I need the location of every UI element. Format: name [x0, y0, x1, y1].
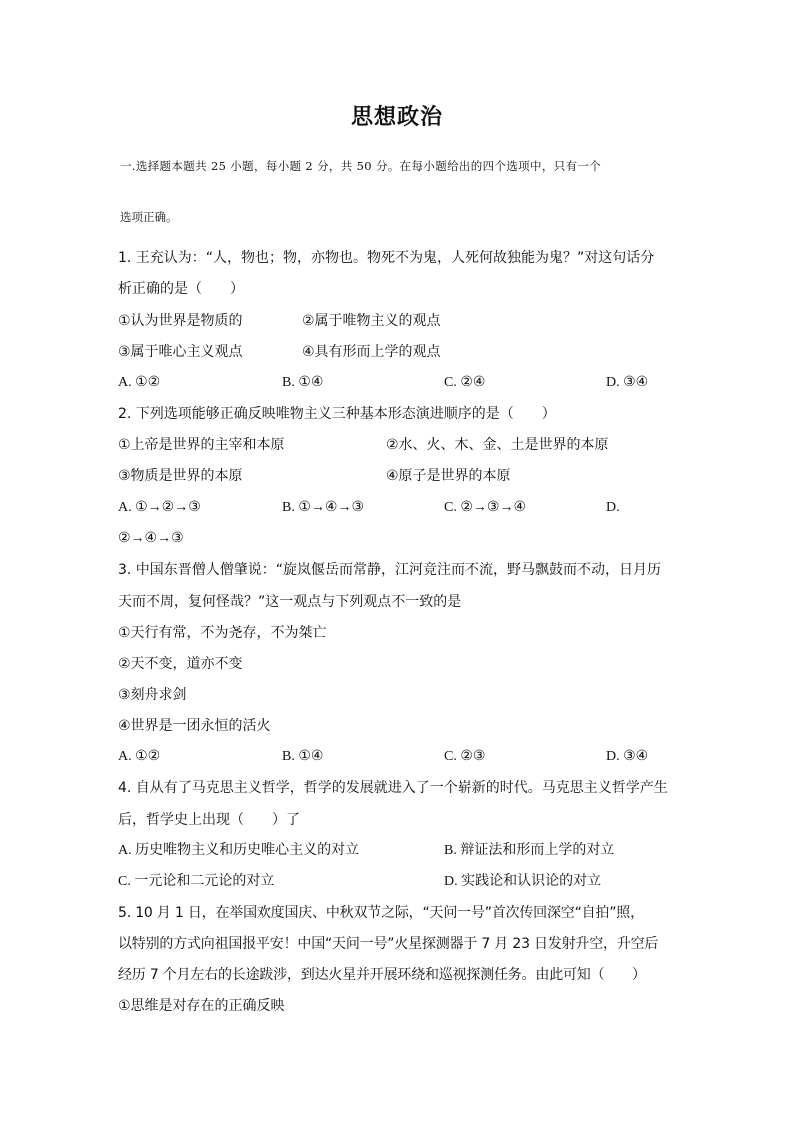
question-1-stem: 1. 王充认为：“人，物也；物，亦物也。物死不为鬼，人死何故独能为鬼？”对这句话分 [118, 250, 655, 266]
question-1-option-c[interactable]: C. ②④ [444, 375, 486, 390]
question-5-statement: ①思维是对存在的正确反映 [118, 998, 285, 1014]
question-1-option-a[interactable]: A. ①② [118, 375, 161, 390]
question-3-stem-cont: 天而不周，复何怪哉？”这一观点与下列观点不一致的是 [118, 594, 462, 610]
question-2-option-c[interactable]: C. ②→③→④ [444, 500, 526, 515]
section-instruction-cont: 选项正确。 [120, 210, 178, 224]
question-1-option-d[interactable]: D. ③④ [606, 375, 649, 390]
question-4-stem: 4. 自从有了马克思主义哲学，哲学的发展就进入了一个崭新的时代。马克思主义哲学产生 [118, 780, 668, 796]
question-3-statement: ①天行有常，不为尧存，不为桀亡 [118, 625, 327, 641]
question-3-statement: ③刻舟求剑 [118, 687, 187, 703]
question-1-option-b[interactable]: B. ①④ [282, 375, 324, 390]
question-2-statement: ④原子是世界的本原 [386, 468, 511, 484]
question-4-stem-cont: 后，哲学史上出现（ ）了 [118, 812, 300, 828]
question-5-stem-cont: 经历 7 个月左右的长途跋涉，到达火星并开展环绕和巡视探测任务。由此可知（ ） [118, 967, 646, 983]
question-2-option-d[interactable]: D. [606, 500, 620, 515]
question-2-option-b[interactable]: B. ①→④→③ [282, 500, 364, 515]
question-3-statement: ④世界是一团永恒的活火 [118, 718, 271, 734]
question-4-option-d[interactable]: D. 实践论和认识论的对立 [444, 874, 602, 889]
question-1-statement: ①认为世界是物质的 [118, 313, 243, 329]
question-3-stem: 3. 中国东晋僧人僧肇说：“旋岚偃岳而常静，江河竞注而不流，野马飘鼓而不动，日月历 [118, 562, 662, 578]
question-5-stem: 5. 10 月 1 日，在举国欢度国庆、中秋双节之际，“天问一号”首次传回深空“自拍”照， [118, 905, 644, 921]
question-3-option-a[interactable]: A. ①② [118, 749, 161, 764]
question-1-statement: ③属于唯心主义观点 [118, 344, 243, 360]
question-3-option-c[interactable]: C. ②③ [444, 749, 486, 764]
question-3-option-d[interactable]: D. ③④ [606, 749, 649, 764]
question-2-option-a[interactable]: A. ①→②→③ [118, 500, 201, 515]
section-instruction: 一.选择题本题共 25 小题，每小题 2 分，共 50 分。在每小题给出的四个选项中，只有一个 [120, 159, 602, 173]
question-3-option-b[interactable]: B. ①④ [282, 749, 324, 764]
question-2-statement: ③物质是世界的本原 [118, 468, 243, 484]
question-2-statement: ②水、火、木、金、土是世界的本原 [386, 437, 609, 453]
question-1-statement: ②属于唯物主义的观点 [302, 313, 441, 329]
page-title: 思想政治 [350, 105, 443, 130]
question-3-statement: ②天不变，道亦不变 [118, 656, 243, 672]
question-4-option-b[interactable]: B. 辩证法和形而上学的对立 [444, 843, 615, 858]
question-2-stem: 2. 下列选项能够正确反映唯物主义三种基本形态演进顺序的是（ ） [118, 406, 556, 422]
question-2-option-d-value: ②→④→③ [118, 531, 184, 546]
question-4-option-a[interactable]: A. 历史唯物主义和历史唯心主义的对立 [118, 843, 360, 858]
question-1-statement: ④具有形而上学的观点 [302, 344, 441, 360]
question-5-stem-cont: 以特别的方式向祖国报平安！中国“天问一号”火星探测器于 7 月 23 日发射升空，升空后 [118, 936, 659, 952]
question-2-statement: ①上帝是世界的主宰和本原 [118, 437, 285, 453]
question-4-option-c[interactable]: C. 一元论和二元论的对立 [118, 874, 275, 889]
question-1-stem-cont: 析正确的是（ ） [118, 281, 244, 297]
